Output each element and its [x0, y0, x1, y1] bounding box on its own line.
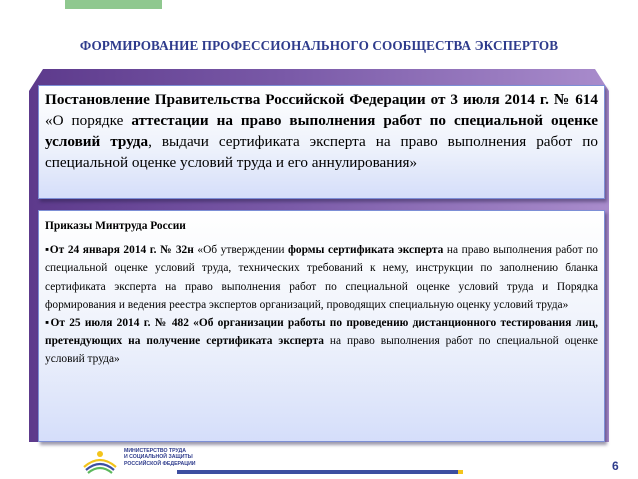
footer-divider-accent [458, 470, 463, 474]
orders-heading: Приказы Минтруда России [45, 220, 186, 232]
footer-divider [177, 470, 462, 474]
order-2-text: на право выполнения работ по специальной оценке условий труда» [45, 335, 598, 366]
order-item-1 [45, 241, 598, 314]
orders-box [38, 210, 605, 442]
order-2-date: От 25 июля 2014 г. № 482 [50, 317, 189, 330]
top-accent-tab [65, 0, 162, 9]
ministry-name [124, 448, 204, 467]
order-1-subject: формы сертификата эксперта [288, 244, 444, 257]
slide-title: ФОРМИРОВАНИЕ ПРОФЕССИОНАЛЬНОГО СООБЩЕСТВА ЭКСПЕРТОВ [79, 38, 559, 53]
order-1-date: От 24 января 2014 г. № 32н [49, 244, 194, 257]
decree-ref: Постановление Правительства Российской Федерации от 3 июля 2014 г. № 614 [45, 91, 598, 108]
decree-subject: аттестации на право выполнения работ по специальной оценке условий труда [45, 112, 598, 150]
ministry-logo-icon [80, 447, 120, 475]
decree-text-2: , выдачи сертификата эксперта на право выполнения работ по специальной оценке условий труда и его аннулирования» [45, 133, 598, 171]
ministry-name-line-1: МИНИСТЕРСТВО ТРУДА [124, 448, 186, 454]
order-1-text-1: «Об утверждении [193, 244, 289, 257]
order-2-subject: «Об организации работы по проведению дистанционного тестирования лиц, претендующих на получение сертификата эксперта [45, 317, 598, 348]
ministry-name-line-3: РОССИЙСКОЙ ФЕДЕРАЦИИ [124, 460, 196, 467]
order-1-text-2: на право выполнения работ по специальной оценке условий труда, технических требований к нему, инструкции по заполнению бланка сертификата эксперта на право выполнения работ по специальной оценке условий труда и Порядка формирования и ведения реестра экспертов организаций, проводящих специальную оценку условий труда» [45, 244, 598, 311]
page-number: 6 [612, 459, 619, 473]
decree-box [38, 85, 605, 199]
ministry-name-line-2: И СОЦИАЛЬНОЙ ЗАЩИТЫ [124, 454, 193, 461]
bullet-icon: ▪ [45, 244, 50, 257]
bullet-icon: ▪ [45, 317, 51, 330]
order-item-2 [45, 314, 598, 369]
decree-text-1: «О порядке [45, 112, 132, 129]
